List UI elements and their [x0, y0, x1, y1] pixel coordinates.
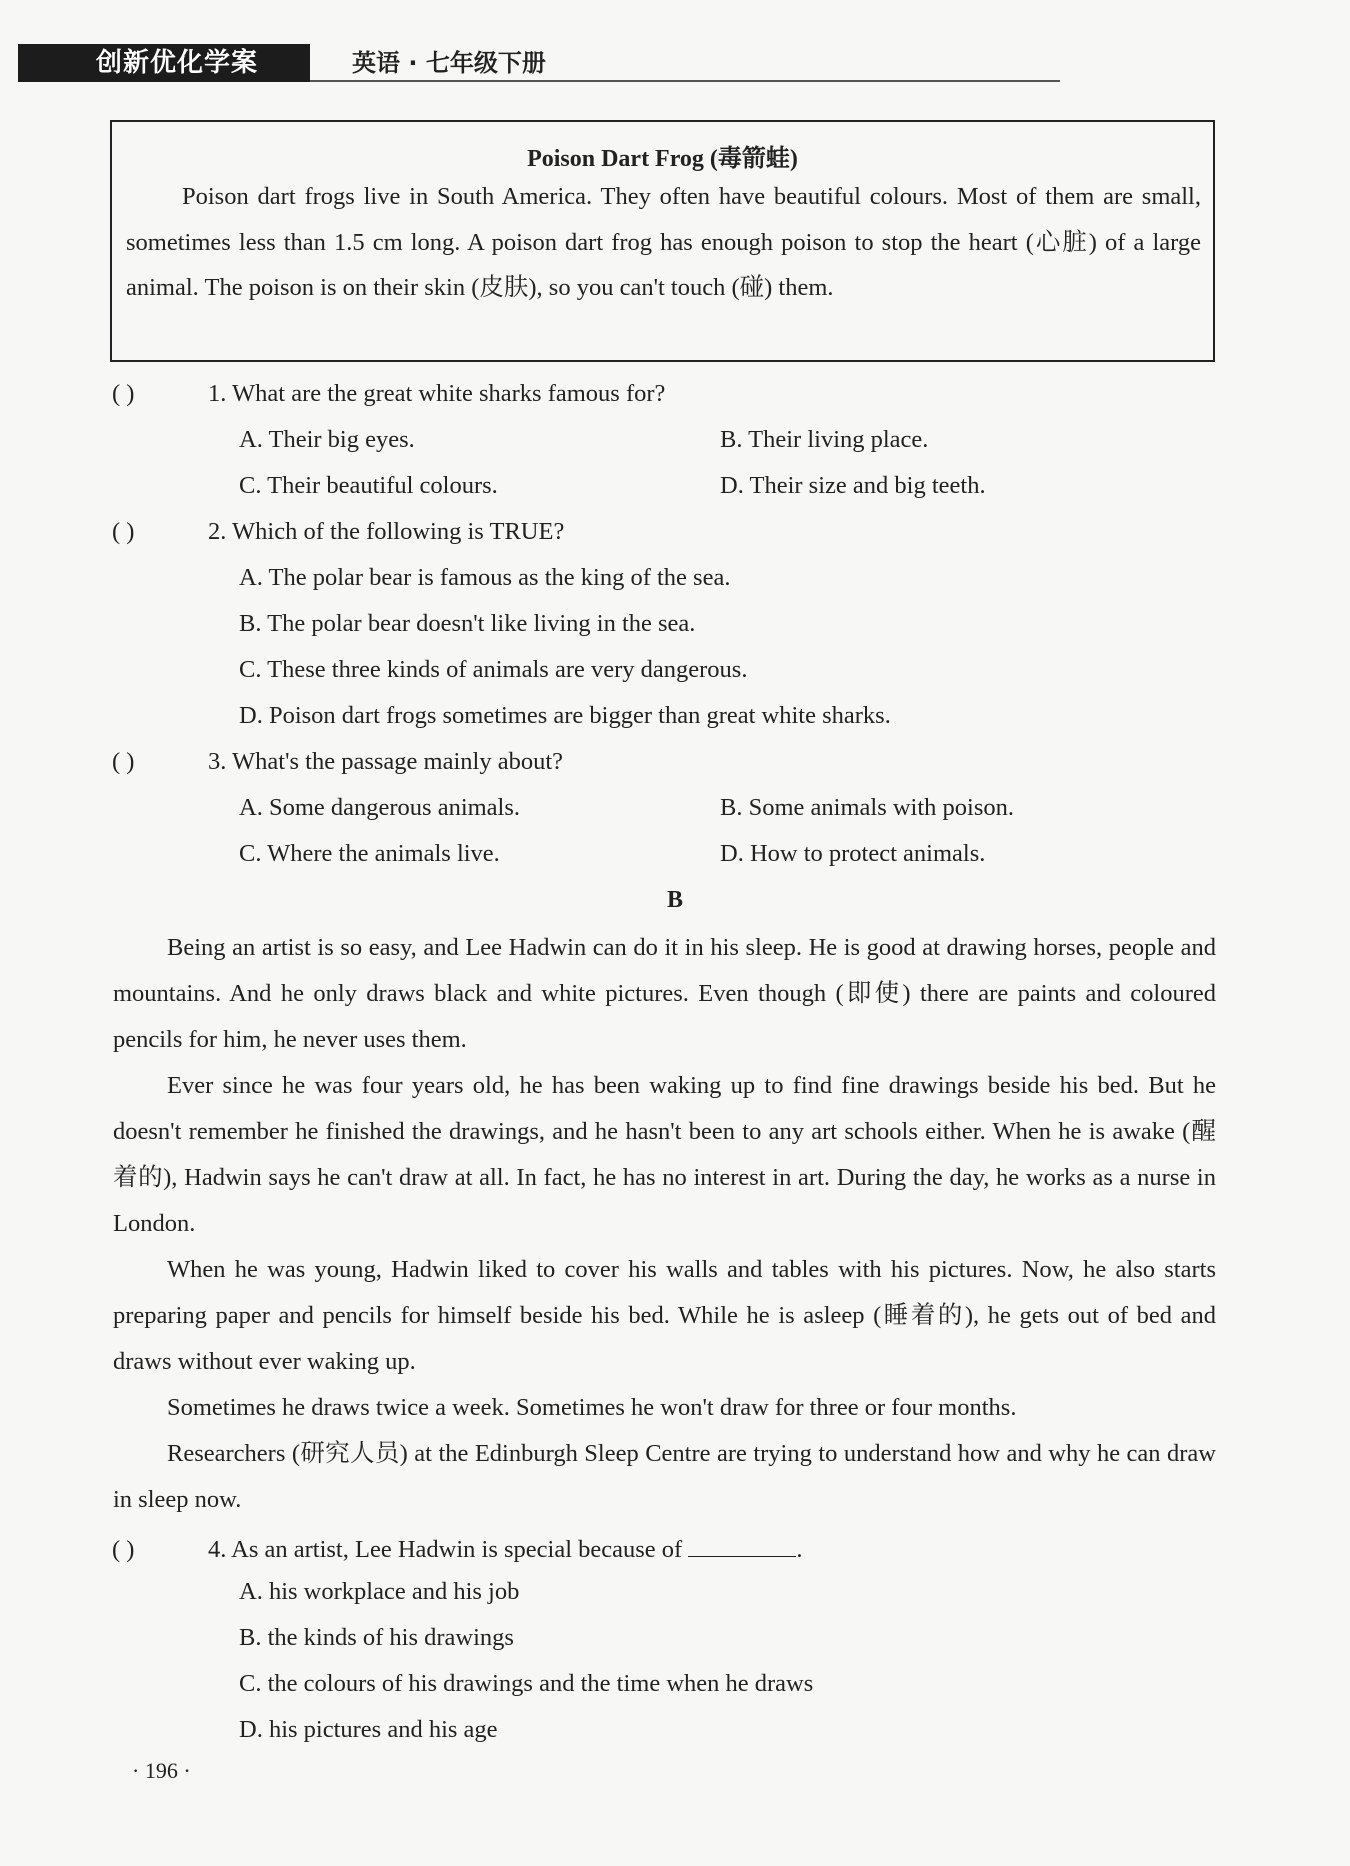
option-2c: C. These three kinds of animals are very dangerous.: [239, 656, 748, 683]
box-text: Poison dart frogs live in South America. They often have beautiful colours. Most of them are small, sometimes less than 1.5 cm long. A poison dart frog has enough poison to stop the heart (心脏) of a large animal. The poison is on their skin (皮肤), so you can't touch (碰) them.: [126, 183, 1201, 301]
question-stem: 3. What's the passage mainly about?: [208, 748, 564, 775]
answer-paren[interactable]: ( ): [112, 380, 135, 407]
option-4a: A. his workplace and his job: [239, 1578, 520, 1605]
passage-paragraph-4: Sometimes he draws twice a week. Sometimes he won't draw for three or four months.: [167, 1394, 1017, 1421]
question-4: ( ) 4. As an artist, Lee Hadwin is special because of .: [112, 1532, 802, 1564]
frog-passage-box: [110, 120, 1215, 362]
passage-paragraph-5: Researchers (研究人员) at the Edinburgh Sleep Centre are trying to understand how and why he can draw in sleep now.: [113, 1440, 1216, 1513]
option-2b: B. The polar bear doesn't like living in the sea.: [239, 610, 696, 637]
header-rule: [310, 80, 1060, 82]
option-2a: A. The polar bear is famous as the king of the sea.: [239, 564, 731, 591]
question-stem: 2. Which of the following is TRUE?: [208, 518, 565, 545]
section-b-heading: B: [666, 887, 683, 913]
option-1b: B. Their living place.: [720, 426, 929, 453]
page-number: · 196 ·: [132, 1758, 191, 1783]
option-1d: D. Their size and big teeth.: [720, 472, 986, 499]
answer-blank[interactable]: [688, 1532, 796, 1557]
question-3: [112, 748, 563, 776]
passage-paragraph-2: Ever since he was four years old, he has been waking up to find fine drawings beside his bed. But he doesn't remember he finished the drawings, and he hasn't been to any art schools either. When he is awake (醒着的), Hadwin says he can't draw at all. In fact, he has no interest in art. During the day, he works as a nurse in London.: [113, 1072, 1216, 1237]
question-stem: 4. As an artist, Lee Hadwin is special because of: [208, 1536, 683, 1563]
box-title: Poison Dart Frog (毒箭蛙): [527, 146, 798, 172]
book-title: 英语 · 七年级下册: [352, 49, 546, 77]
option-1c: C. Their beautiful colours.: [239, 472, 498, 499]
option-3d: D. How to protect animals.: [720, 840, 986, 867]
answer-paren[interactable]: ( ): [112, 518, 135, 545]
brand-logo: 创新优化学案: [18, 44, 310, 82]
option-3c: C. Where the animals live.: [239, 840, 500, 867]
option-3a: A. Some dangerous animals.: [239, 794, 521, 821]
passage-paragraph-1: Being an artist is so easy, and Lee Hadwin can do it in his sleep. He is good at drawing horses, people and mountains. And he only draws black and white pictures. Even though (即使) there are paints and coloured pencils for him, he never uses them.: [113, 934, 1216, 1053]
question-stem: 1. What are the great white sharks famous for?: [208, 380, 666, 407]
option-3b: B. Some animals with poison.: [720, 794, 1014, 821]
question-2: [112, 518, 564, 546]
passage-paragraph-3: When he was young, Hadwin liked to cover his walls and tables with his pictures. Now, he also starts preparing paper and pencils for himself beside his bed. While he is asleep (睡着的), he gets out of bed and draws without ever waking up.: [113, 1256, 1216, 1375]
answer-paren[interactable]: ( ): [112, 748, 135, 775]
option-1a: A. Their big eyes.: [239, 426, 415, 453]
answer-paren[interactable]: ( ): [112, 1536, 135, 1563]
option-2d: D. Poison dart frogs sometimes are bigger than great white sharks.: [239, 702, 891, 729]
option-4b: B. the kinds of his drawings: [239, 1624, 514, 1651]
page-header: [18, 44, 1018, 84]
option-4d: D. his pictures and his age: [239, 1716, 498, 1743]
question-1: [112, 380, 665, 408]
option-4c: C. the colours of his drawings and the time when he draws: [239, 1670, 814, 1697]
